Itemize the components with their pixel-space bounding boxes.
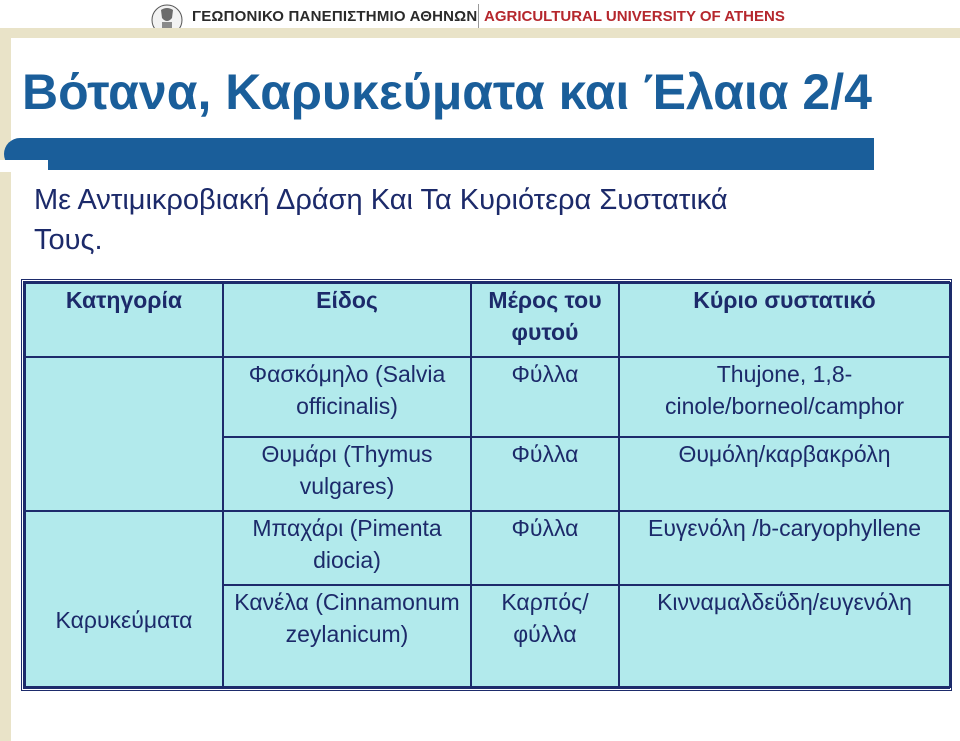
header-plant-part: Μέρος του φυτού (471, 283, 619, 357)
component-cell: Ευγενόλη /b-caryophyllene (619, 511, 950, 585)
part-cell: Φύλλα (471, 511, 619, 585)
header-category: Κατηγορία (25, 283, 223, 357)
table-header-row (25, 283, 950, 357)
species-cell: Κανέλα (Cinnamonum zeylanicum) (223, 585, 471, 687)
slide-subtitle: Με Αντιμικροβιακή Δράση Και Τα Κυριότερα Συστατικά Τους. (34, 184, 728, 256)
component-cell: Κινναμαλδεΰδη/ευγενόλη (619, 585, 950, 687)
university-name-greek: ΓΕΩΠΟΝΙΚΟ ΠΑΝΕΠΙΣΤΗΜΙΟ ΑΘΗΝΩΝ (192, 8, 478, 25)
table-row (25, 511, 950, 585)
part-cell: Καρπός/ φύλλα (471, 585, 619, 687)
species-cell: Φασκόμηλο (Salvia officinalis) (223, 357, 471, 437)
species-cell: Θυμάρι (Thymus vulgares) (223, 437, 471, 511)
category-cell: Καρυκεύματα (25, 511, 223, 687)
frame-left (0, 28, 11, 741)
component-cell: Θυμόλη/καρβακρόλη (619, 437, 950, 511)
title-bar-notch (0, 160, 48, 172)
species-cell: Μπαχάρι (Pimenta diocia) (223, 511, 471, 585)
component-cell: Thujone, 1,8-cinole/borneol/camphor (619, 357, 950, 437)
slide-title: Βότανα, Καρυκεύματα και Έλαια 2/4 (22, 64, 872, 120)
herbs-table (21, 279, 952, 691)
header-main-component: Κύριο συστατικό (619, 283, 950, 357)
title-underline-bar (4, 138, 874, 170)
part-cell: Φύλλα (471, 437, 619, 511)
frame-top (0, 28, 960, 38)
university-name-english: AGRICULTURAL UNIVERSITY OF ATHENS (484, 8, 785, 25)
part-cell: Φύλλα (471, 357, 619, 437)
table-row (25, 357, 950, 437)
category-cell-empty (25, 357, 223, 511)
header-species: Είδος (223, 283, 471, 357)
header-divider (478, 4, 479, 30)
